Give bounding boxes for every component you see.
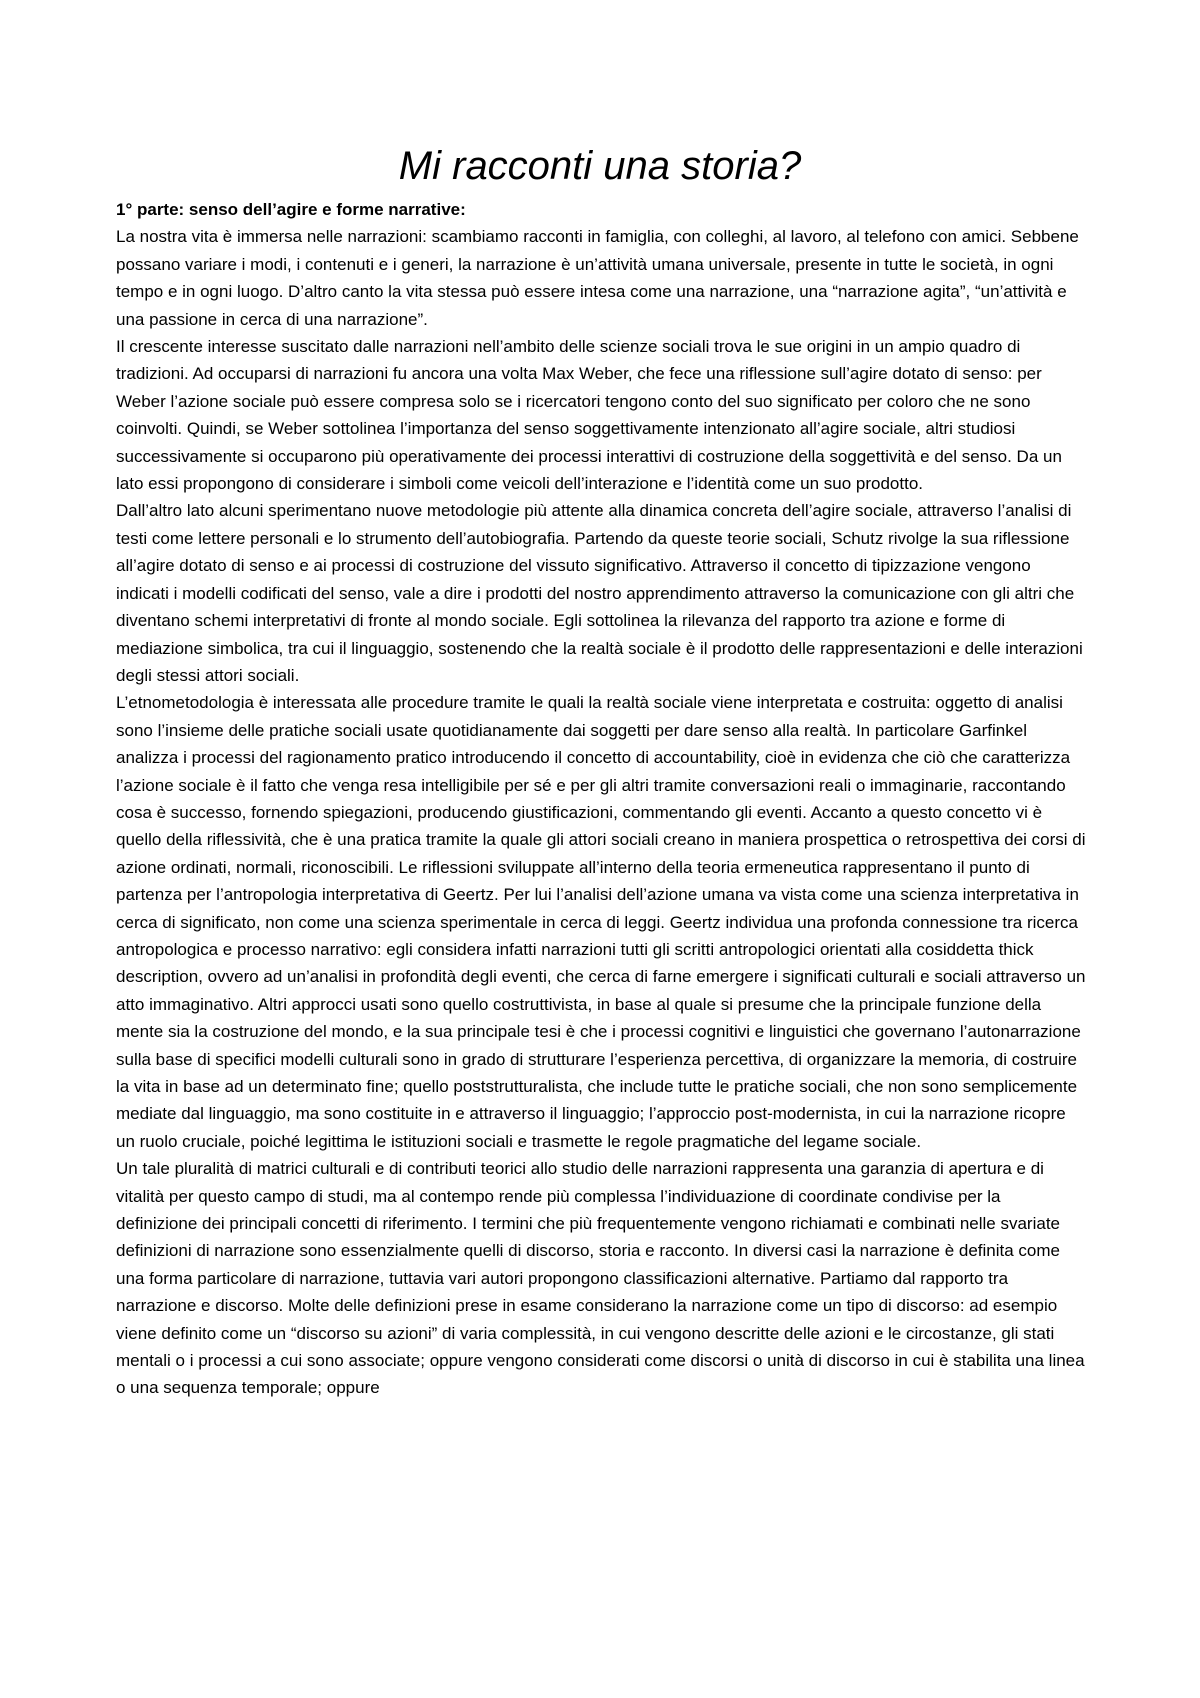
page-title: Mi racconti una storia? (398, 144, 802, 188)
section-heading: 1° parte: senso dell’agire e forme narrative: (116, 200, 466, 219)
paragraph: Un tale pluralità di matrici culturali e di contributi teorici allo studio delle narrazioni rappresenta una garanzia di apertura e di vitalità per questo campo di studi, ma al contempo rende più complessa l’individuazione di coordinate condivise per la definizione dei principali concetti di riferimento. I termini che più frequentemente vengono richiamati e combinati nelle svariate definizioni di narrazione sono essenzialmente quelli di discorso, storia e racconto. In diversi casi la narrazione è definita come una forma particolare di narrazione, tuttavia vari autori propongono classificazioni alternative. Partiamo dal rapporto tra narrazione e discorso. Molte delle definizioni prese in esame considerano la narrazione come un tipo di discorso: ad esempio viene definito come un “discorso su azioni” di varia complessità, in cui vengono descritte delle azioni e le circostanze, gli stati mentali o i processi a cui sono associate; oppure vengono considerati come discorsi o unità di discorso in cui è stabilita una linea o una sequenza temporale; oppure (116, 1159, 1085, 1398)
paragraph: Il crescente interesse suscitato dalle narrazioni nell’ambito delle scienze sociali trova le sue origini in un ampio quadro di tradizioni. Ad occuparsi di narrazioni fu ancora una volta Max Weber, che fece una riflessione sull’agire dotato di senso: per Weber l’azione sociale può essere compresa solo se i ricercatori tengono conto del suo significato per coloro che ne sono coinvolti. Quindi, se Weber sottolinea l’importanza del senso soggettivamente intenzionato all’agire sociale, altri studiosi successivamente si occuparono più operativamente dei processi interattivi di costruzione della soggettività e del senso. Da un lato essi propongono di considerare i simboli come veicoli dell’interazione e l’identità come un suo prodotto. (116, 337, 1062, 494)
paragraph: L’etnometodologia è interessata alle procedure tramite le quali la realtà sociale viene interpretata e costruita: oggetto di analisi sono l’insieme delle pratiche sociali usate quotidianamente dai soggetti per dare senso alla realtà. In particolare Garfinkel analizza i processi del ragionamento pratico introducendo il concetto di accountability, cioè in evidenza che ciò che caratterizza l’azione sociale è il fatto che venga resa intelligibile per sé e per gli altri tramite conversazioni reali o immaginarie, raccontando cosa è successo, fornendo spiegazioni, producendo giustificazioni, commentando gli eventi. Accanto a questo concetto vi è quello della riflessività, che è una pratica tramite la quale gli attori sociali creano in maniera prospettica o retrospettiva dei corsi di azione ordinati, normali, riconoscibili. Le riflessioni sviluppate all’interno della teoria ermeneutica rappresentano il punto di partenza per l’antropologia interpretativa di Geertz. Per lui l’analisi dell’azione umana va vista come una scienza interpretativa in cerca di significato, non come una scienza sperimentale in cerca di leggi. Geertz individua una profonda connessione tra ricerca antropologica e processo narrativo: egli considera infatti narrazioni tutti gli scritti antropologici orientati alla cosiddetta thick description, ovvero ad un’analisi in profondità degli eventi, che cerca di farne emergere i significati culturali e sociali attraverso un atto immaginativo. Altri approcci usati sono quello costruttivista, in base al quale si presume che la principale funzione della mente sia la costruzione del mondo, e la sua principale tesi è che i processi cognitivi e linguistici che governano l’autonarrazione sulla base di specifici modelli culturali sono in grado di strutturare l’esperienza percettiva, di organizzare la memoria, di costruire la vita in base ad un determinato fine; quello poststrutturalista, che include tutte le pratiche sociali, che non sono semplicemente mediate dal linguaggio, ma sono costituite in e attraverso il linguaggio; l’approccio post-modernista, in cui la narrazione ricopre un ruolo cruciale, poiché legittima le istituzioni sociali e trasmette le regole pragmatiche del legame sociale. (116, 693, 1086, 1151)
paragraph: La nostra vita è immersa nelle narrazioni: scambiamo racconti in famiglia, con colleghi, al lavoro, al telefono con amici. Sebbene possano variare i modi, i contenuti e i generi, la narrazione è un’attività umana universale, presente in tutte le società, in ogni tempo e in ogni luogo. D’altro canto la vita stessa può essere intesa come una narrazione, una “narrazione agita”, “un’attività e una passione in cerca di una narrazione”. (116, 227, 1079, 329)
paragraph: Dall’altro lato alcuni sperimentano nuove metodologie più attente alla dinamica concreta dell’agire sociale, attraverso l’analisi di testi come lettere personali e lo strumento dell’autobiografia. Partendo da queste teorie sociali, Schutz rivolge la sua riflessione all’agire dotato di senso e ai processi di costruzione del vissuto significativo. Attraverso il concetto di tipizzazione vengono indicati i modelli codificati del senso, vale a dire i prodotti del nostro apprendimento attraverso la comunicazione con gli altri che diventano schemi interpretativi di fronte al mondo sociale. Egli sottolinea la rilevanza del rapporto tra azione e forme di mediazione simbolica, tra cui il linguaggio, sostenendo che la realtà sociale è il prodotto delle rappresentazioni e delle interazioni degli stessi attori sociali. (116, 501, 1083, 685)
document-body (116, 196, 1086, 1402)
